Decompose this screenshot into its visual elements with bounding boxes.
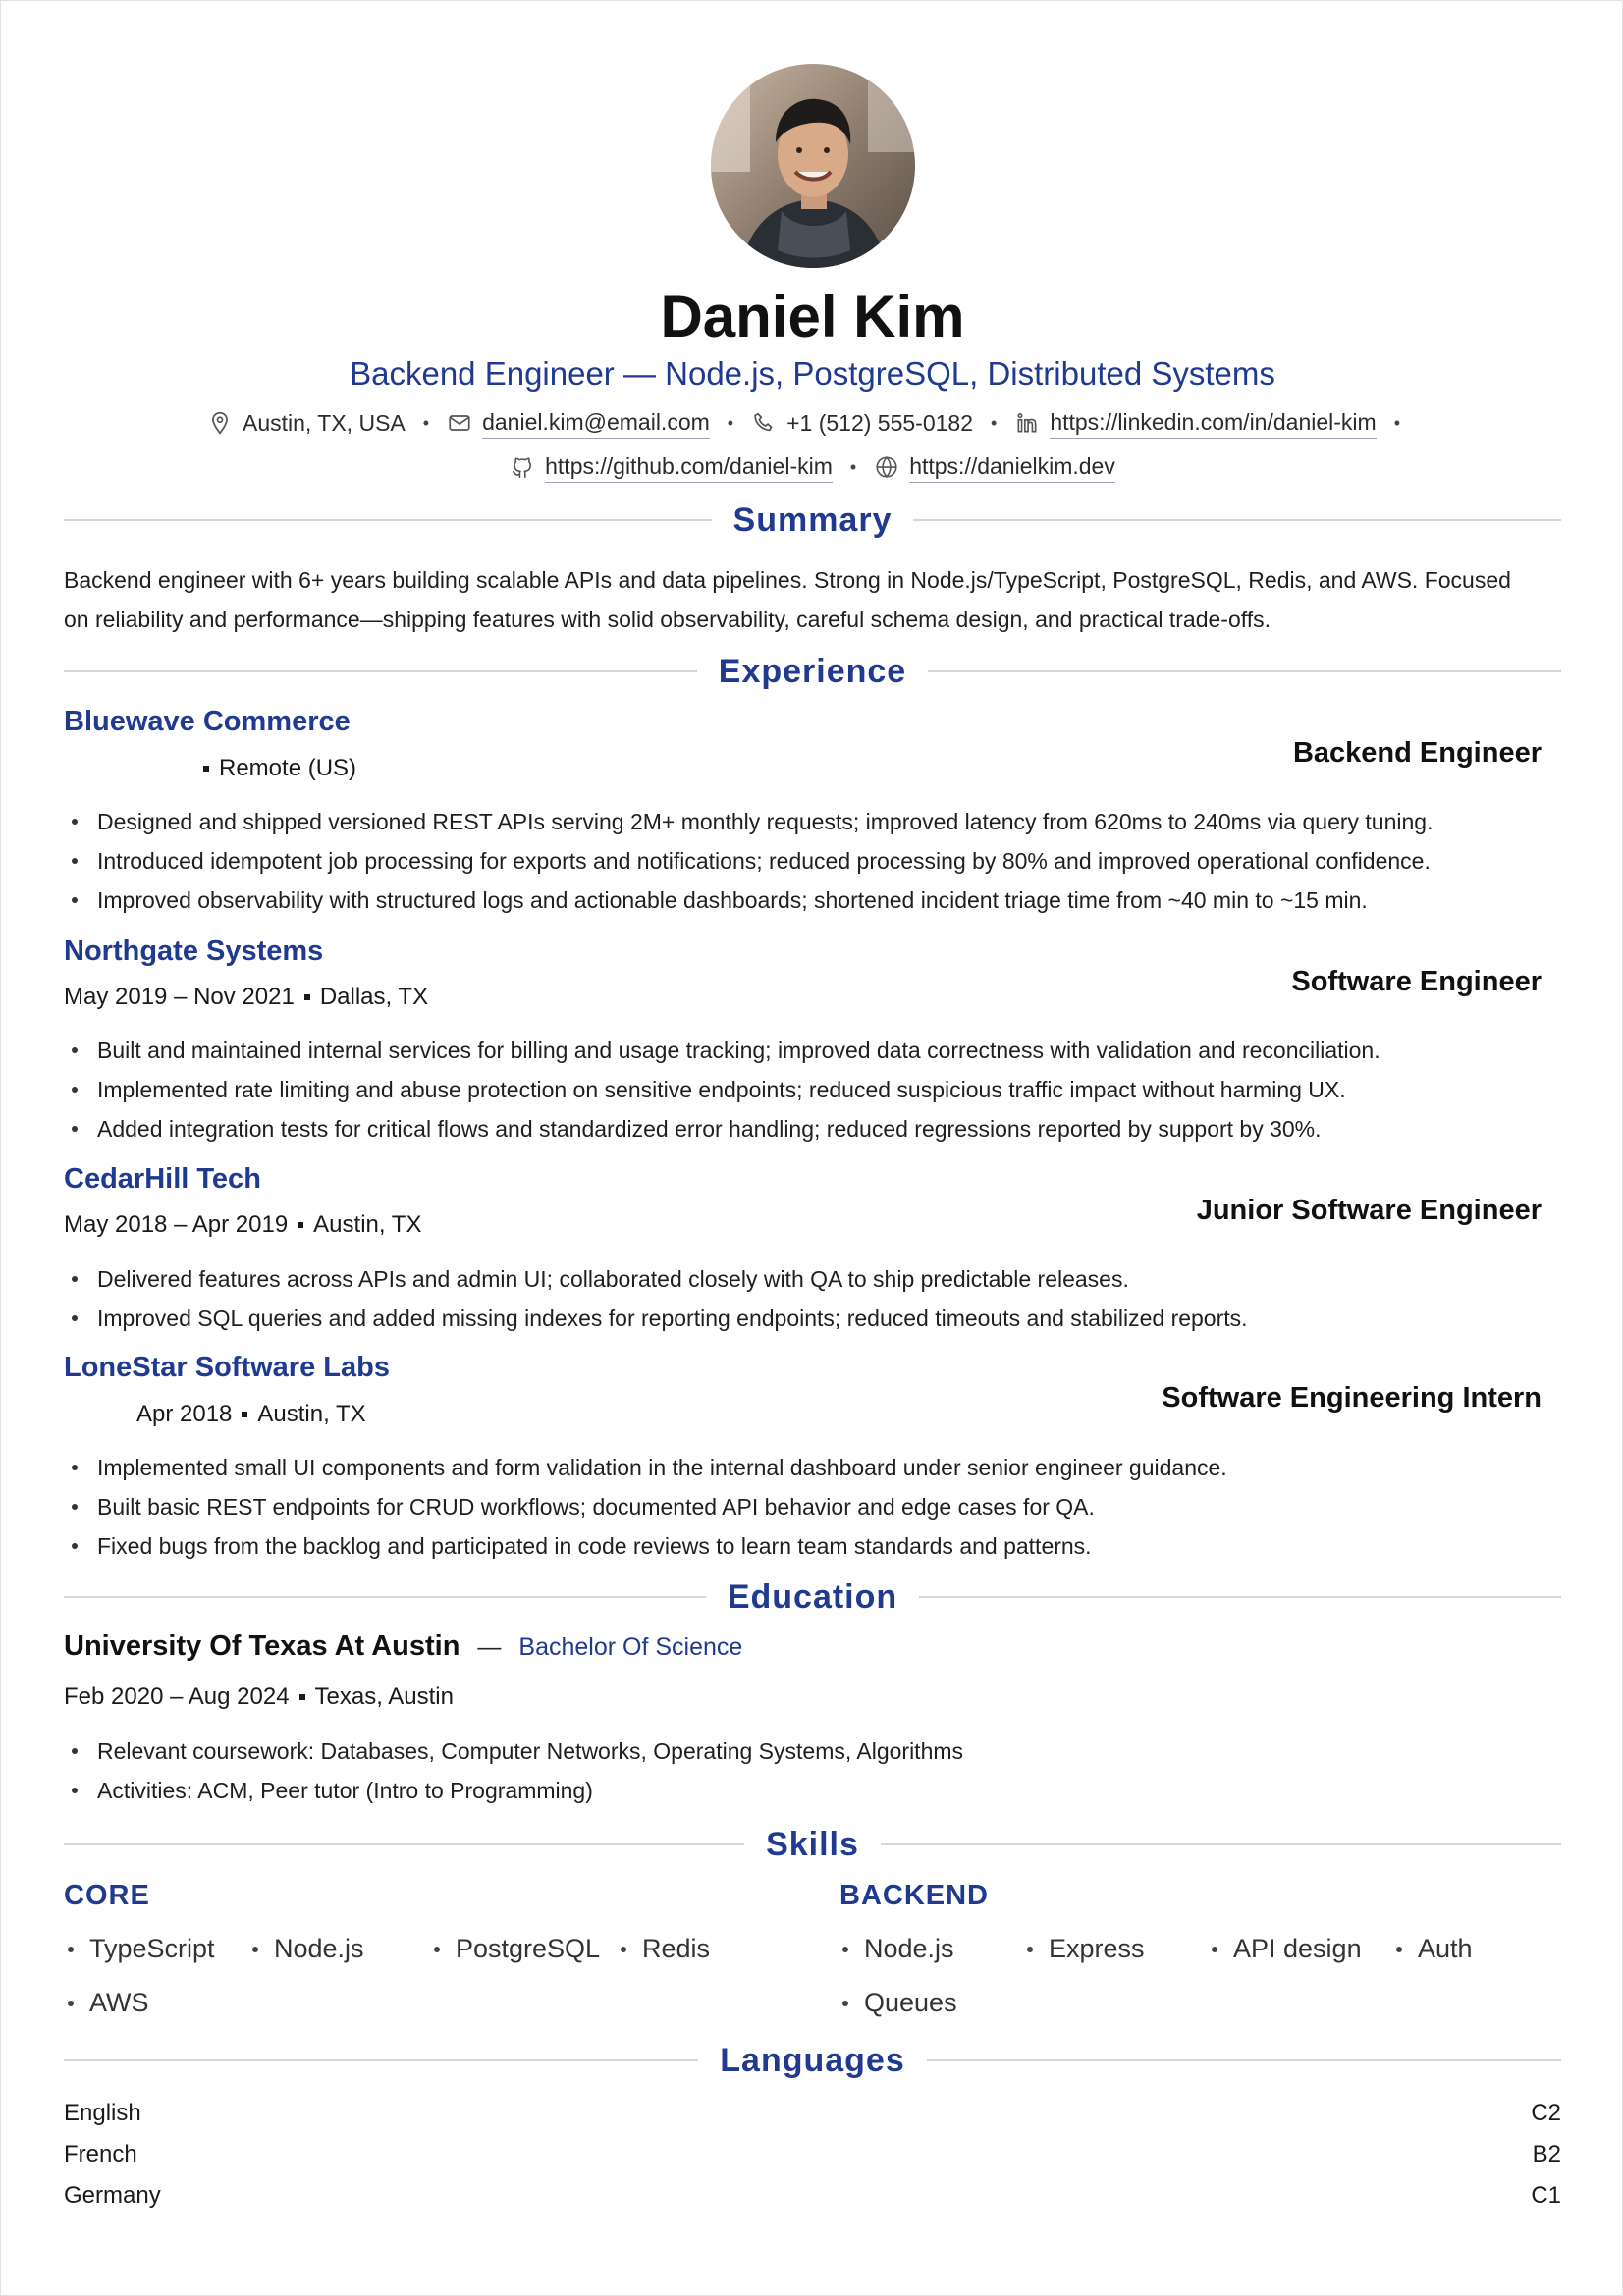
profile-photo xyxy=(711,64,915,268)
skill-group-title-core: CORE xyxy=(64,1880,150,1911)
company-name: Northgate Systems xyxy=(64,935,324,967)
skill-tag: Express xyxy=(1049,1934,1145,1963)
job-role: Junior Software Engineer xyxy=(1196,1195,1542,1226)
section-languages xyxy=(64,2039,1561,2082)
job-location: Austin, TX xyxy=(257,1401,366,1427)
linkedin-link[interactable]: https://linkedin.com/in/daniel-kim xyxy=(1050,407,1376,439)
section-experience xyxy=(64,650,1561,693)
language-name: English xyxy=(64,2100,141,2126)
list-item: Designed and shipped versioned REST APIs serving 2M+ monthly requests; improved latency from 620ms to 240ms via query tuning. xyxy=(64,802,1576,841)
job-meta xyxy=(193,753,356,784)
contact-row-1 xyxy=(1,407,1623,439)
title-dash: — xyxy=(477,1634,502,1661)
summary-line: on reliability and performance—shipping features with solid observability, careful schema design, and practical trade-offs. xyxy=(64,607,1271,632)
skill-tag: Queues xyxy=(864,1988,957,2017)
list-item: Added integration tests for critical flows and standardized error handling; reduced regressions reported by support by 30%. xyxy=(64,1109,1576,1148)
list-item: Implemented small UI components and form validation in the internal dashboard under senior engineer guidance. xyxy=(64,1448,1576,1487)
candidate-name: Daniel Kim xyxy=(660,284,965,349)
github-icon xyxy=(510,454,535,480)
divider xyxy=(913,519,1561,521)
separator-dot: • xyxy=(991,413,998,433)
skill-tag: Redis xyxy=(642,1934,711,1963)
skill-tag: TypeScript xyxy=(89,1934,215,1963)
job-meta xyxy=(64,1209,421,1241)
website-link[interactable]: https://danielkim.dev xyxy=(909,452,1115,483)
education-bullets xyxy=(64,1732,1576,1810)
separator-square xyxy=(299,1694,305,1700)
list-item: Improved observability with structured logs and actionable dashboards; shortened incident triage time from ~40 min to ~15 min. xyxy=(64,881,1576,920)
separator-dot: • xyxy=(422,413,430,433)
job-meta xyxy=(64,982,428,1013)
email-item[interactable] xyxy=(447,407,710,439)
education-title xyxy=(64,1630,742,1663)
linkedin-item[interactable] xyxy=(1014,407,1376,439)
phone-text[interactable]: +1 (512) 555-0182 xyxy=(786,410,973,436)
job-bullets xyxy=(64,1259,1576,1338)
github-item[interactable] xyxy=(510,452,833,483)
skill-tag: API design xyxy=(1233,1934,1362,1963)
divider xyxy=(927,2059,1561,2061)
section-title: Languages xyxy=(720,2042,905,2079)
skill-tag: Node.js xyxy=(274,1934,364,1963)
separator-square xyxy=(304,994,310,1000)
list-item: Delivered features across APIs and admin UI; collaborated closely with QA to ship predictable releases. xyxy=(64,1259,1576,1299)
mail-icon xyxy=(447,410,472,436)
job-location: Remote (US) xyxy=(219,755,357,781)
divider xyxy=(919,1596,1561,1598)
job-location: Austin, TX xyxy=(313,1211,422,1238)
divider xyxy=(64,1596,706,1598)
list-item: Introduced idempotent job processing for exports and notifications; reduced processing by 80% and improved operational confidence. xyxy=(64,841,1576,881)
skill-tag: Node.js xyxy=(864,1934,954,1963)
job-location: Dallas, TX xyxy=(319,984,429,1010)
email-link[interactable]: daniel.kim@email.com xyxy=(482,407,710,439)
language-name: French xyxy=(64,2141,137,2167)
education-location: Texas, Austin xyxy=(314,1683,454,1710)
section-title: Experience xyxy=(718,653,907,690)
list-item: Built and maintained internal services for billing and usage tracking; improved data correctness with validation and reconciliation. xyxy=(64,1031,1576,1070)
language-level: C2 xyxy=(1531,2100,1561,2126)
summary-text xyxy=(64,561,1566,639)
education-meta xyxy=(64,1682,454,1713)
list-item: Implemented rate limiting and abuse protection on sensitive endpoints; reduced suspicious traffic impact without harming UX. xyxy=(64,1070,1576,1109)
separator-square xyxy=(242,1412,247,1417)
separator-dot: • xyxy=(1393,413,1400,433)
location-item xyxy=(207,408,406,438)
language-row xyxy=(64,2098,1561,2129)
phone-icon xyxy=(751,410,777,436)
degree-name: Bachelor Of Science xyxy=(518,1633,743,1661)
section-skills xyxy=(64,1823,1561,1866)
section-summary xyxy=(64,499,1561,542)
location-pin-icon xyxy=(207,410,233,436)
list-item: Fixed bugs from the backlog and participated in code reviews to learn team standards and patterns. xyxy=(64,1526,1576,1566)
separator-square xyxy=(298,1222,303,1228)
skill-tag: PostgreSQL xyxy=(456,1934,601,1963)
company-name: LoneStar Software Labs xyxy=(64,1352,390,1383)
website-item[interactable] xyxy=(874,452,1115,483)
list-item: Improved SQL queries and added missing indexes for reporting endpoints; reduced timeouts and stabilized reports. xyxy=(64,1299,1576,1338)
section-title: Education xyxy=(727,1578,898,1616)
list-item: Built basic REST endpoints for CRUD workflows; documented API behavior and edge cases for QA. xyxy=(64,1487,1576,1526)
education-dates: Feb 2020 – Aug 2024 xyxy=(64,1683,290,1710)
avatar xyxy=(711,64,915,268)
section-title: Skills xyxy=(766,1826,859,1863)
job-bullets xyxy=(64,802,1576,920)
job-dates: May 2019 – Nov 2021 xyxy=(64,984,295,1010)
skill-tag: AWS xyxy=(89,1988,149,2017)
separator-dot: • xyxy=(727,413,734,433)
job-bullets xyxy=(64,1448,1576,1566)
job-dates: May 2018 – Apr 2019 xyxy=(64,1211,289,1238)
school-name: University Of Texas At Austin xyxy=(64,1630,460,1662)
section-title: Summary xyxy=(732,502,893,539)
divider xyxy=(64,519,712,521)
divider xyxy=(64,670,697,672)
divider xyxy=(881,1843,1561,1845)
language-level: C1 xyxy=(1531,2182,1561,2209)
job-role: Backend Engineer xyxy=(1292,737,1542,769)
contact-row-2 xyxy=(1,452,1623,483)
job-bullets xyxy=(64,1031,1576,1148)
company-name: CedarHill Tech xyxy=(64,1163,261,1195)
github-link[interactable]: https://github.com/daniel-kim xyxy=(545,452,833,483)
section-education xyxy=(64,1575,1561,1619)
globe-icon xyxy=(874,454,899,480)
summary-line: Backend engineer with 6+ years building scalable APIs and data pipelines. Strong in Node.js/TypeScript, PostgreSQL, Redis, and AWS. Focused xyxy=(64,567,1511,593)
divider xyxy=(928,670,1561,672)
job-meta xyxy=(136,1399,366,1430)
skill-group-title-backend: BACKEND xyxy=(839,1880,989,1911)
language-name: Germany xyxy=(64,2182,161,2209)
job-role: Software Engineering Intern xyxy=(1162,1382,1542,1414)
job-role: Software Engineer xyxy=(1291,966,1542,997)
divider xyxy=(64,1843,744,1845)
skill-tag: Auth xyxy=(1418,1934,1473,1963)
language-row xyxy=(64,2139,1561,2170)
phone-item[interactable] xyxy=(751,408,973,438)
location-text: Austin, TX, USA xyxy=(243,410,406,436)
separator-dot: • xyxy=(849,457,857,477)
job-dates: Apr 2018 xyxy=(136,1401,233,1427)
language-row xyxy=(64,2180,1561,2212)
headline: Backend Engineer — Node.js, PostgreSQL, Distributed Systems xyxy=(350,355,1275,392)
list-item: Relevant coursework: Databases, Computer Networks, Operating Systems, Algorithms xyxy=(64,1732,1576,1771)
divider xyxy=(64,2059,698,2061)
linkedin-icon xyxy=(1014,410,1040,436)
separator-square xyxy=(203,766,209,772)
list-item: Activities: ACM, Peer tutor (Intro to Programming) xyxy=(64,1771,1576,1810)
company-name: Bluewave Commerce xyxy=(64,706,351,737)
language-level: B2 xyxy=(1532,2141,1561,2167)
